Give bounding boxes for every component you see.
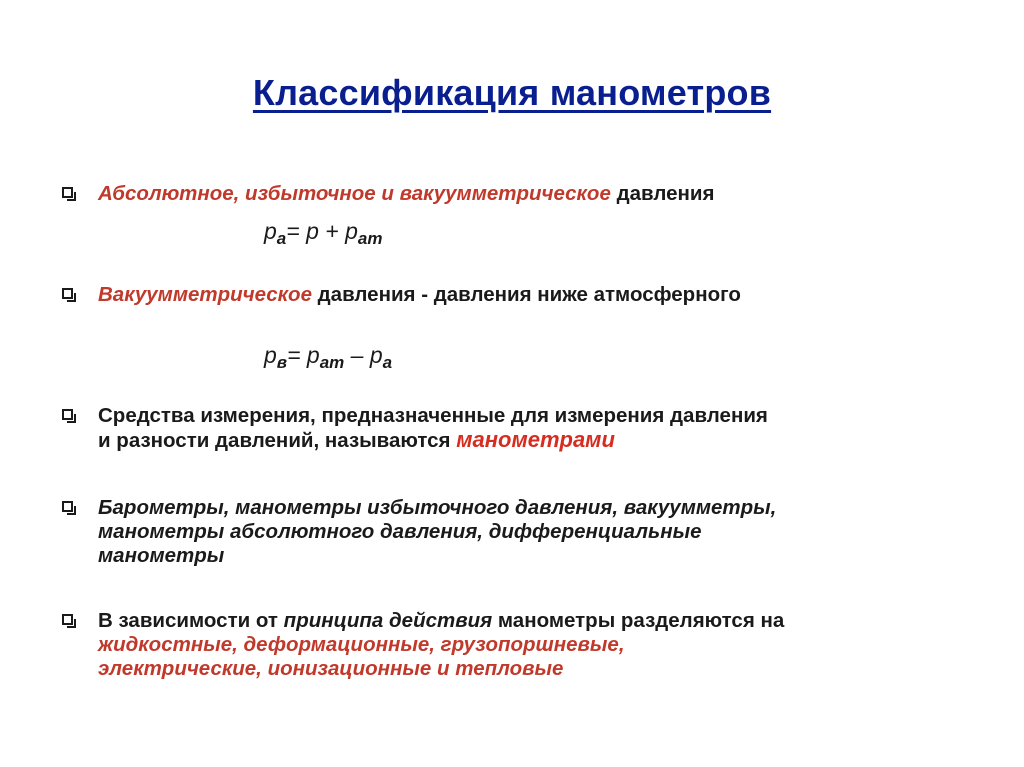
bullet-line: и разности давлений, называются	[98, 429, 457, 452]
checkbox-bullet-icon	[62, 187, 73, 198]
bullet-measuring-instruments	[62, 404, 982, 453]
bullet-line: В зависимости от	[98, 609, 284, 632]
checkbox-bullet-icon	[62, 501, 73, 512]
formula-symbol: p	[264, 342, 277, 368]
bullet-highlight: манометрами	[456, 427, 615, 452]
formula-subscript: a	[276, 229, 287, 248]
bullet-pressure-types	[62, 182, 982, 206]
bullet-text	[98, 496, 982, 568]
formula-subscript: am	[357, 229, 383, 248]
formula-body: = p	[287, 342, 320, 368]
bullet-line: Барометры, манометры избыточного давления, вакуумметры,	[98, 496, 777, 519]
checkbox-bullet-icon	[62, 288, 73, 299]
checkbox-bullet-icon	[62, 614, 73, 625]
formula-body: = p + p	[286, 218, 358, 244]
bullet-line: манометры разделяются на	[492, 609, 785, 632]
formula-subscript: am	[319, 353, 345, 372]
formula-body: – p	[344, 342, 383, 368]
bullet-rest: давления - давления ниже атмосферного	[311, 283, 741, 306]
bullet-vacuum-pressure	[62, 283, 982, 307]
bullet-term: Абсолютное, избыточное и вакуумметрическое	[98, 182, 611, 205]
formula-vacuum-pressure	[264, 342, 392, 373]
bullet-line: Средства измерения, предназначенные для измерения давления	[98, 404, 768, 427]
formula-subscript: a	[382, 353, 393, 372]
formula-subscript: в	[276, 353, 288, 372]
bullet-manometer-types	[62, 496, 982, 568]
bullet-line: жидкостные, деформационные, грузопоршневые,	[98, 633, 625, 656]
bullet-italic: принципа действия	[283, 609, 493, 632]
page-title: Классификация манометров	[252, 72, 772, 113]
formula-absolute-pressure	[264, 218, 382, 249]
bullet-text	[98, 283, 982, 307]
checkbox-bullet-icon	[62, 409, 73, 420]
bullet-rest: давления	[610, 182, 715, 205]
bullet-text	[98, 404, 982, 453]
bullet-term: Вакуумметрическое	[98, 283, 312, 306]
bullet-text	[98, 182, 982, 206]
bullet-text	[98, 609, 982, 681]
bullet-line: манометры	[98, 544, 225, 567]
bullet-line: манометры абсолютного давления, дифференциальные	[98, 520, 702, 543]
bullet-line: электрические, ионизационные и тепловые	[98, 657, 564, 680]
formula-symbol: p	[264, 218, 277, 244]
bullet-operating-principle	[62, 609, 982, 681]
